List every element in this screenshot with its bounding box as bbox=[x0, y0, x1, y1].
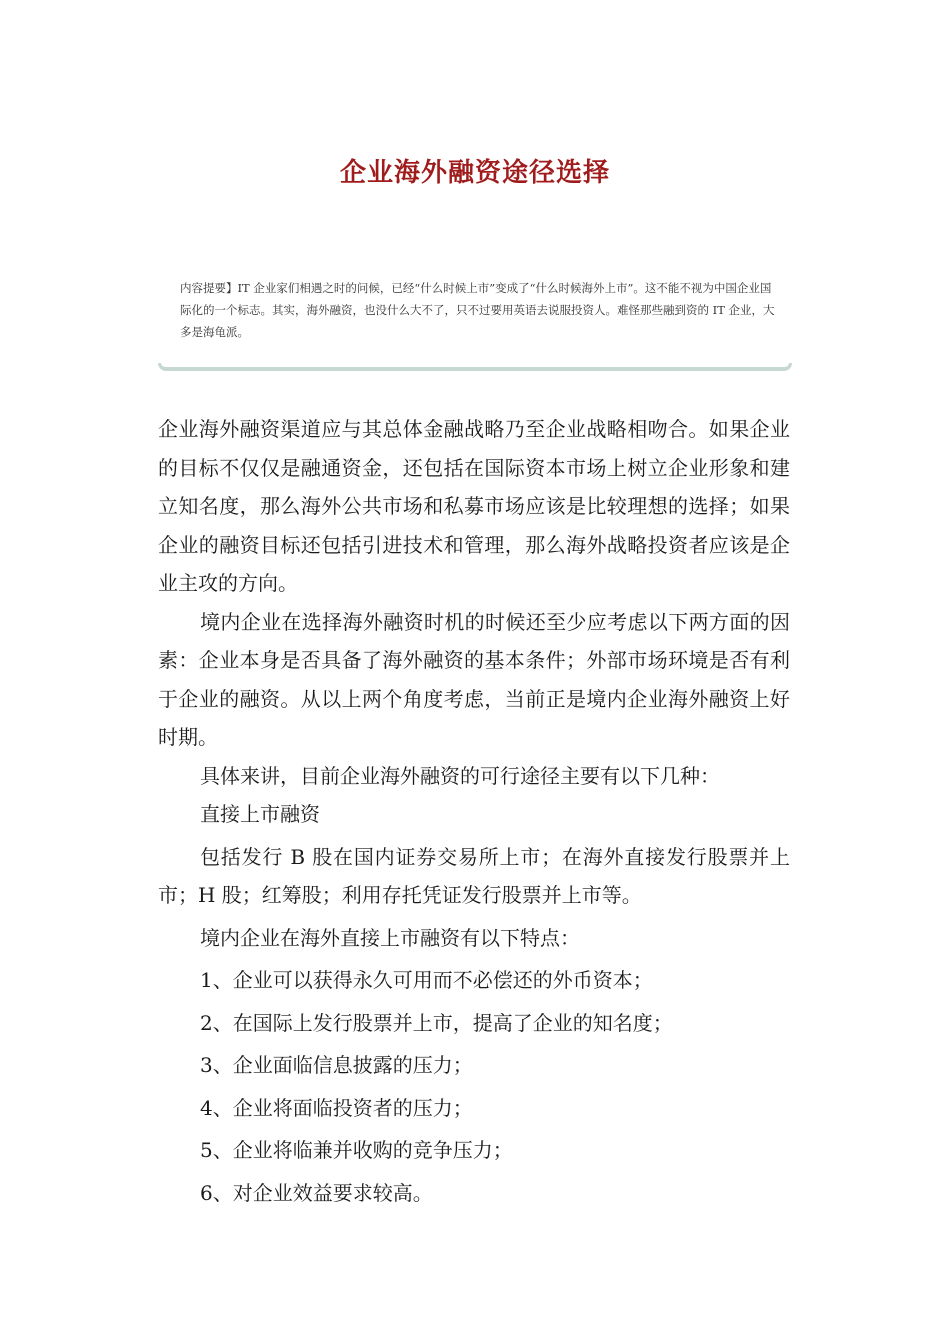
paragraph: 企业海外融资渠道应与其总体金融战略乃至企业战略相吻合。如果企业的目标不仅仅是融通资金，还包括在国际资本市场上树立企业形象和建立知名度，那么海外公共市场和私募市场应该是比较理想的选择；如果企业的融资目标还包括引进技术和管理，那么海外战略投资者应该是企业主攻的方向。 bbox=[158, 417, 790, 595]
summary-box bbox=[158, 275, 792, 375]
document-title: 企业海外融资途径选择 bbox=[339, 158, 610, 188]
section-heading: 直接上市融资 bbox=[200, 802, 320, 826]
list-item: 4、企业将面临投资者的压力； bbox=[200, 1095, 473, 1120]
paragraph: 境内企业在海外直接上市融资有以下特点： bbox=[200, 925, 580, 950]
list-item: 1、企业可以获得永久可用而不必偿还的外币资本； bbox=[200, 968, 653, 992]
summary-text: 内容提要】IT 企业家们相遇之时的问候，已经“什么时候上市”变成了“什么时候海外上市”。这不能不视为中国企业国际化的一个标志。其实，海外融资，也没什么大不了，只不过要用英语去说服投资人。难怪那些融到资的 IT 企业，大多是海龟派。 bbox=[180, 281, 775, 339]
article-body bbox=[158, 410, 790, 1212]
paragraph: 包括发行 B 股在国内证券交易所上市；在海外直接发行股票并上市；H 股；红筹股；利用存托凭证发行股票并上市等。 bbox=[158, 844, 790, 907]
list-item: 2、在国际上发行股票并上市，提高了企业的知名度； bbox=[200, 1010, 673, 1035]
list-item: 6、对企业效益要求较高。 bbox=[200, 1180, 433, 1205]
list-item: 3、企业面临信息披露的压力； bbox=[200, 1053, 473, 1077]
paragraph: 境内企业在选择海外融资时机的时候还至少应考虑以下两方面的因素：企业本身是否具备了海外融资的基本条件；外部市场环境是否有利于企业的融资。从以上两个角度考虑，当前正是境内企业海外融资上好时期。 bbox=[158, 609, 790, 749]
summary-divider bbox=[158, 363, 792, 371]
list-item: 5、企业将临兼并收购的竞争压力； bbox=[200, 1138, 513, 1162]
paragraph: 具体来讲，目前企业海外融资的可行途径主要有以下几种： bbox=[200, 763, 720, 788]
